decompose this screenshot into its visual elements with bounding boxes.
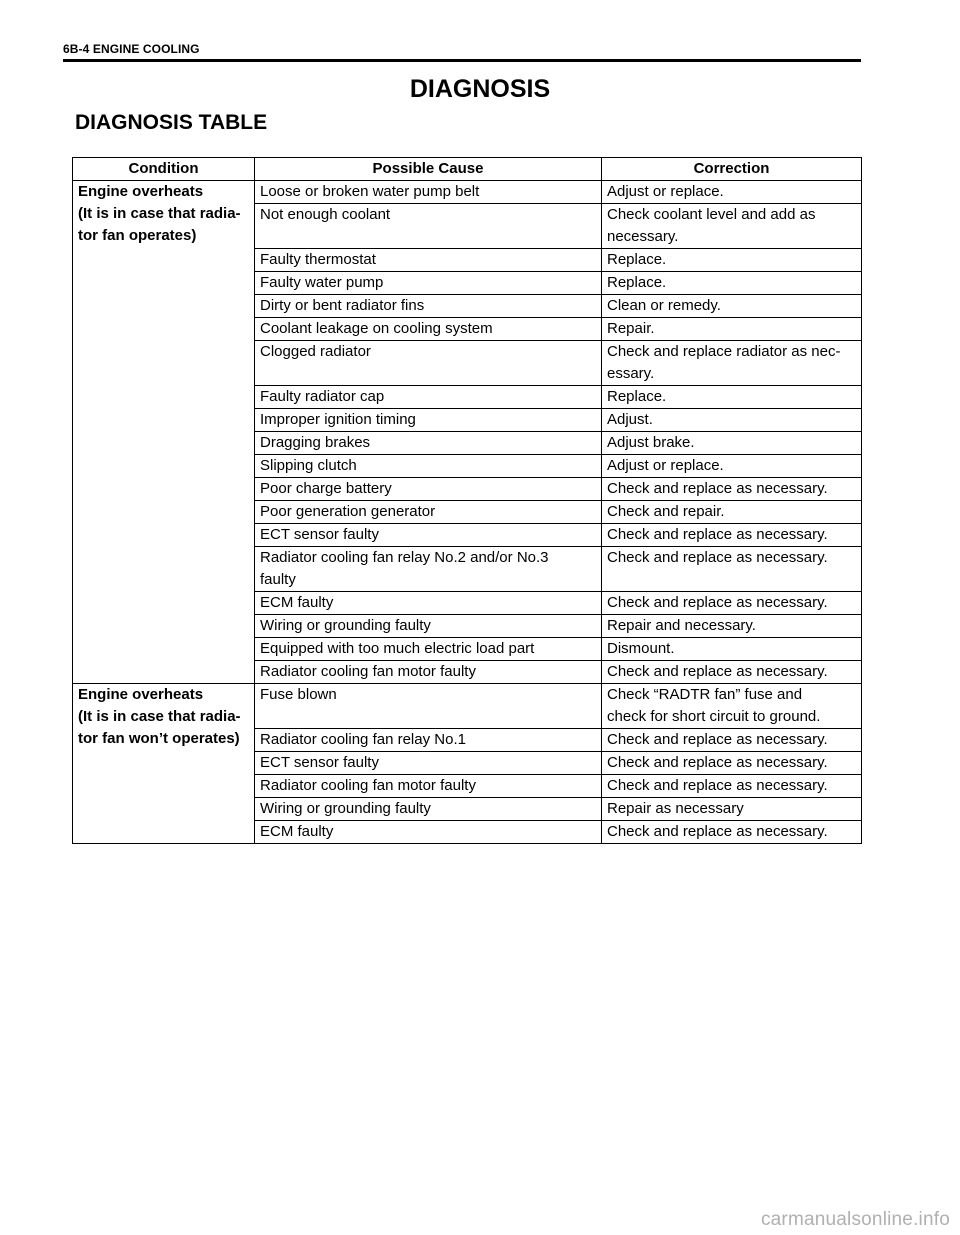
cell-text-line: Check and repair. [607,503,725,520]
correction-cell [602,455,862,478]
cell-text-line: Clogged radiator [260,343,371,360]
possible-cause-cell [255,478,602,501]
possible-cause-cell [255,409,602,432]
page-title: DIAGNOSIS [409,75,551,103]
possible-cause-cell [255,615,602,638]
cell-text-line: Radiator cooling fan relay No.2 and/or No.3 [260,549,549,566]
correction-cell [602,524,862,547]
correction-cell [602,798,862,821]
cell-text-line: Loose or broken water pump belt [260,183,480,200]
correction-cell [602,341,862,386]
cell-text-line: ECT sensor faulty [260,526,379,543]
cell-text-line: check for short circuit to ground. [607,708,821,725]
cell-text-line: (It is in case that radia- [78,205,241,222]
cell-text-line: Repair and necessary. [607,617,756,634]
cell-text-line: Check and replace as necessary. [607,663,828,680]
cell-text-line: Equipped with too much electric load part [260,640,535,657]
possible-cause-cell [255,798,602,821]
correction-cell [602,661,862,684]
cell-text-line: Dragging brakes [260,434,371,451]
cell-text-line: Repair. [607,320,655,337]
condition-cell [73,684,255,844]
cell-text-line: Radiator cooling fan motor faulty [260,663,476,680]
cell-text-line: Dismount. [607,640,675,657]
possible-cause-cell [255,295,602,318]
cell-text-line: Replace. [607,251,667,268]
cell-text-line: Check “RADTR fan” fuse and [607,686,803,703]
header-correction: Correction [602,158,862,181]
cell-text-line: Adjust. [607,411,653,428]
cell-text-line: Repair as necessary [607,800,744,817]
correction-cell [602,249,862,272]
possible-cause-cell [255,432,602,455]
cell-text-line: Radiator cooling fan relay No.1 [260,731,466,748]
possible-cause-cell [255,729,602,752]
correction-cell [602,752,862,775]
possible-cause-cell [255,181,602,204]
possible-cause-cell [255,204,602,249]
condition-cell [73,181,255,684]
cell-text-line: Check and replace as necessary. [607,777,828,794]
cell-text-line: Not enough coolant [260,206,391,223]
cell-text-line: Engine overheats [78,686,204,703]
cell-text-line: Check coolant level and add as [607,206,816,223]
cell-text-line: Dirty or bent radiator fins [260,297,425,314]
cell-text-line: essary. [607,365,655,382]
cell-text-line: Check and replace as necessary. [607,480,828,497]
possible-cause-cell [255,501,602,524]
possible-cause-cell [255,638,602,661]
cell-text-line: ECM faulty [260,823,334,840]
cell-text-line: Fuse blown [260,686,337,703]
possible-cause-cell [255,684,602,729]
cell-text-line: faulty [260,571,296,588]
diagnosis-table [72,157,862,844]
cell-text-line: ECT sensor faulty [260,754,379,771]
possible-cause-cell [255,524,602,547]
cell-text-line: Faulty radiator cap [260,388,385,405]
cell-text-line: Check and replace as necessary. [607,549,828,566]
correction-cell [602,181,862,204]
cell-text-line: ECM faulty [260,594,334,611]
correction-cell [602,729,862,752]
cell-text-line: Adjust or replace. [607,183,724,200]
header-condition: Condition [73,158,255,181]
correction-cell [602,775,862,798]
table-row [73,684,862,729]
page-header-label: 6B-4 ENGINE COOLING [63,42,200,56]
possible-cause-cell [255,775,602,798]
correction-cell [602,318,862,341]
correction-cell [602,204,862,249]
cell-text-line: Improper ignition timing [260,411,416,428]
cell-text-line: Wiring or grounding faulty [260,617,431,634]
correction-cell [602,386,862,409]
header-rule [63,59,861,62]
cell-text-line: Poor generation generator [260,503,436,520]
cell-text-line: Wiring or grounding faulty [260,800,431,817]
table-body [73,181,862,844]
correction-cell [602,684,862,729]
cell-text-line: Replace. [607,274,667,291]
cell-text-line: Adjust or replace. [607,457,724,474]
cell-text-line: Replace. [607,388,667,405]
correction-cell [602,432,862,455]
correction-cell [602,821,862,844]
correction-cell [602,501,862,524]
cell-text-line: Poor charge battery [260,480,392,497]
cell-text-line: tor fan operates) [78,227,197,244]
cell-text-line: Faulty water pump [260,274,384,291]
correction-cell [602,638,862,661]
cell-text-line: tor fan won’t operates) [78,730,240,747]
cell-text-line: Clean or remedy. [607,297,721,314]
header-possible-cause: Possible Cause [255,158,602,181]
possible-cause-cell [255,592,602,615]
cell-text-line: Check and replace as necessary. [607,731,828,748]
cell-text-line: Radiator cooling fan motor faulty [260,777,476,794]
cell-text-line: Coolant leakage on cooling system [260,320,493,337]
possible-cause-cell [255,318,602,341]
cell-text-line: Check and replace as necessary. [607,594,828,611]
possible-cause-cell [255,661,602,684]
table-header-row [73,158,862,181]
correction-cell [602,272,862,295]
correction-cell [602,295,862,318]
cell-text-line: Adjust brake. [607,434,695,451]
cell-text-line: Check and replace radiator as nec- [607,343,841,360]
section-title: DIAGNOSIS TABLE [75,111,268,134]
cell-text-line: Faulty thermostat [260,251,376,268]
correction-cell [602,478,862,501]
possible-cause-cell [255,821,602,844]
possible-cause-cell [255,752,602,775]
possible-cause-cell [255,547,602,592]
cell-text-line: Engine overheats [78,183,204,200]
cell-text-line: necessary. [607,228,679,245]
cell-text-line: Check and replace as necessary. [607,526,828,543]
possible-cause-cell [255,341,602,386]
possible-cause-cell [255,249,602,272]
watermark: carmanualsonline.info [760,1209,950,1230]
cell-text-line: Slipping clutch [260,457,357,474]
correction-cell [602,547,862,592]
possible-cause-cell [255,386,602,409]
correction-cell [602,409,862,432]
cell-text-line: (It is in case that radia- [78,708,241,725]
cell-text-line: Check and replace as necessary. [607,754,828,771]
possible-cause-cell [255,455,602,478]
possible-cause-cell [255,272,602,295]
cell-text-line: Check and replace as necessary. [607,823,828,840]
correction-cell [602,592,862,615]
table-row [73,181,862,204]
correction-cell [602,615,862,638]
